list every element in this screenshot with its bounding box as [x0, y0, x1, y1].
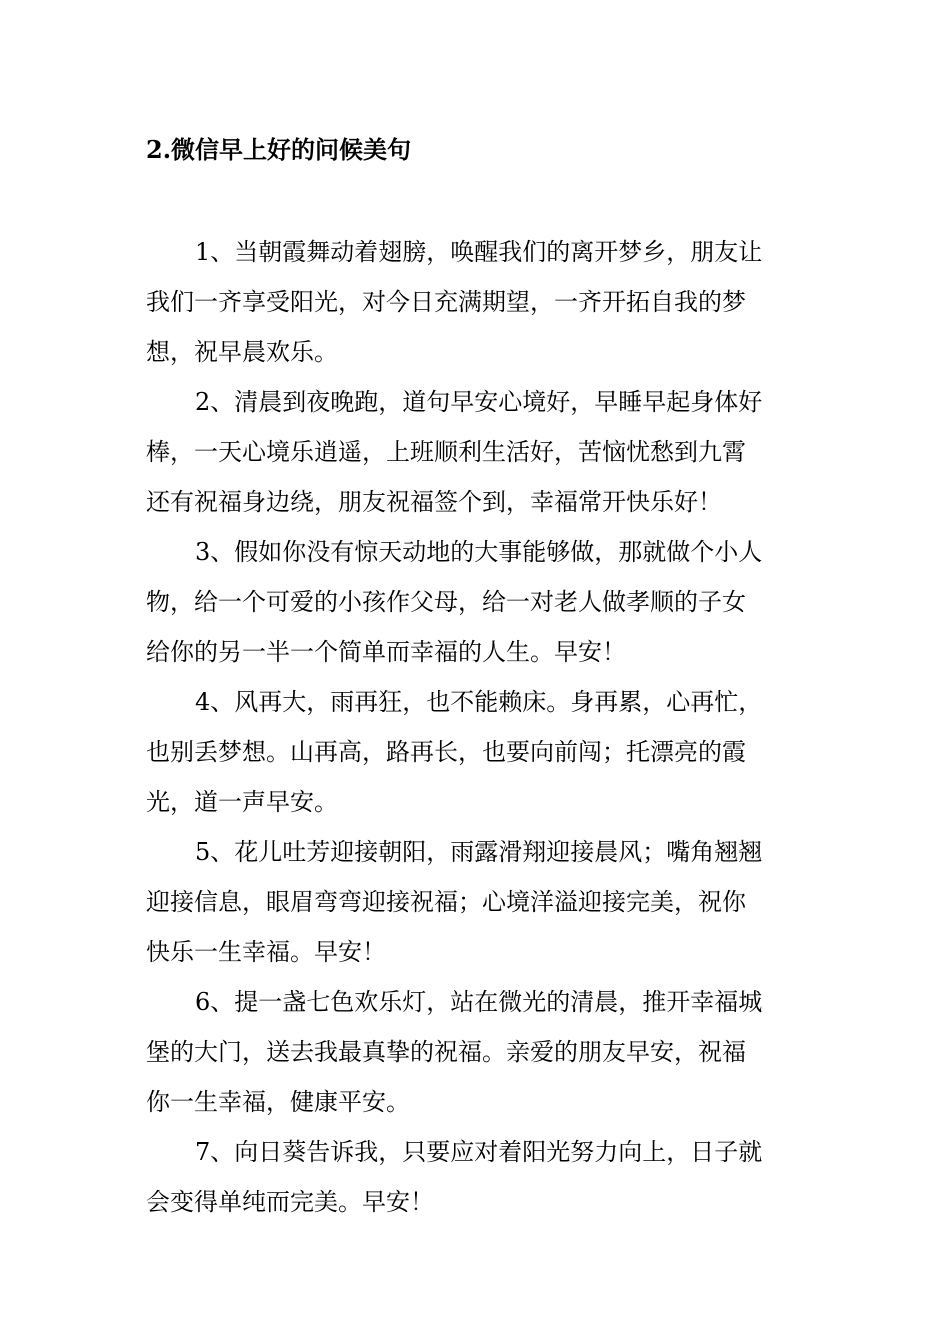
paragraph-line: 堡的大门，送去我最真挚的祝福。亲爱的朋友早安，祝福 [146, 1038, 746, 1066]
paragraph-line: 物，给一个可爱的小孩作父母，给一对老人做孝顺的子女 [146, 588, 746, 616]
paragraph-5 [146, 827, 806, 977]
paragraph-line: 我们一齐享受阳光，对今日充满期望，一齐开拓自我的梦 [146, 288, 746, 316]
paragraph-line: 5、花儿吐芳迎接朝阳，雨露滑翔迎接晨风；嘴角翘翘 [195, 838, 763, 866]
paragraph-line: 6、提一盏七色欢乐灯，站在微光的清晨，推开幸福城 [195, 988, 763, 1016]
paragraph-line: 会变得单纯而完美。早安！ [146, 1188, 434, 1216]
paragraph-line: 也别丢梦想。山再高，路再长，也要向前闯；托漂亮的霞 [146, 738, 746, 766]
paragraph-line: 1、当朝霞舞动着翅膀，唤醒我们的离开梦乡，朋友让 [195, 238, 763, 266]
document-body [146, 227, 806, 1227]
paragraph-line: 还有祝福身边绕，朋友祝福签个到，幸福常开快乐好！ [146, 488, 722, 516]
paragraph-4 [146, 677, 806, 827]
paragraph-line: 光，道一声早安。 [146, 788, 338, 816]
paragraph-2 [146, 377, 806, 527]
paragraph-line: 给你的另一半一个简单而幸福的人生。早安！ [146, 638, 626, 666]
paragraph-line: 迎接信息，眼眉弯弯迎接祝福；心境洋溢迎接完美，祝你 [146, 888, 746, 916]
paragraph-line: 想，祝早晨欢乐。 [146, 338, 338, 366]
paragraph-line: 3、假如你没有惊天动地的大事能够做，那就做个小人 [195, 538, 763, 566]
document-title: 2.微信早上好的问候美句 [146, 135, 412, 164]
paragraph-line: 7、向日葵告诉我，只要应对着阳光努力向上，日子就 [195, 1138, 763, 1166]
paragraph-line: 快乐一生幸福。早安！ [146, 938, 386, 966]
paragraph-line: 你一生幸福，健康平安。 [146, 1088, 410, 1116]
paragraph-3 [146, 527, 806, 677]
paragraph-line: 2、清晨到夜晚跑，道句早安心境好，早睡早起身体好 [195, 388, 763, 416]
paragraph-6 [146, 977, 806, 1127]
paragraph-1 [146, 227, 806, 377]
paragraph-7 [146, 1127, 806, 1227]
paragraph-line: 4、风再大，雨再狂，也不能赖床。身再累，心再忙， [195, 688, 763, 716]
paragraph-line: 棒，一天心境乐逍遥，上班顺利生活好，苦恼忧愁到九霄 [146, 438, 746, 466]
